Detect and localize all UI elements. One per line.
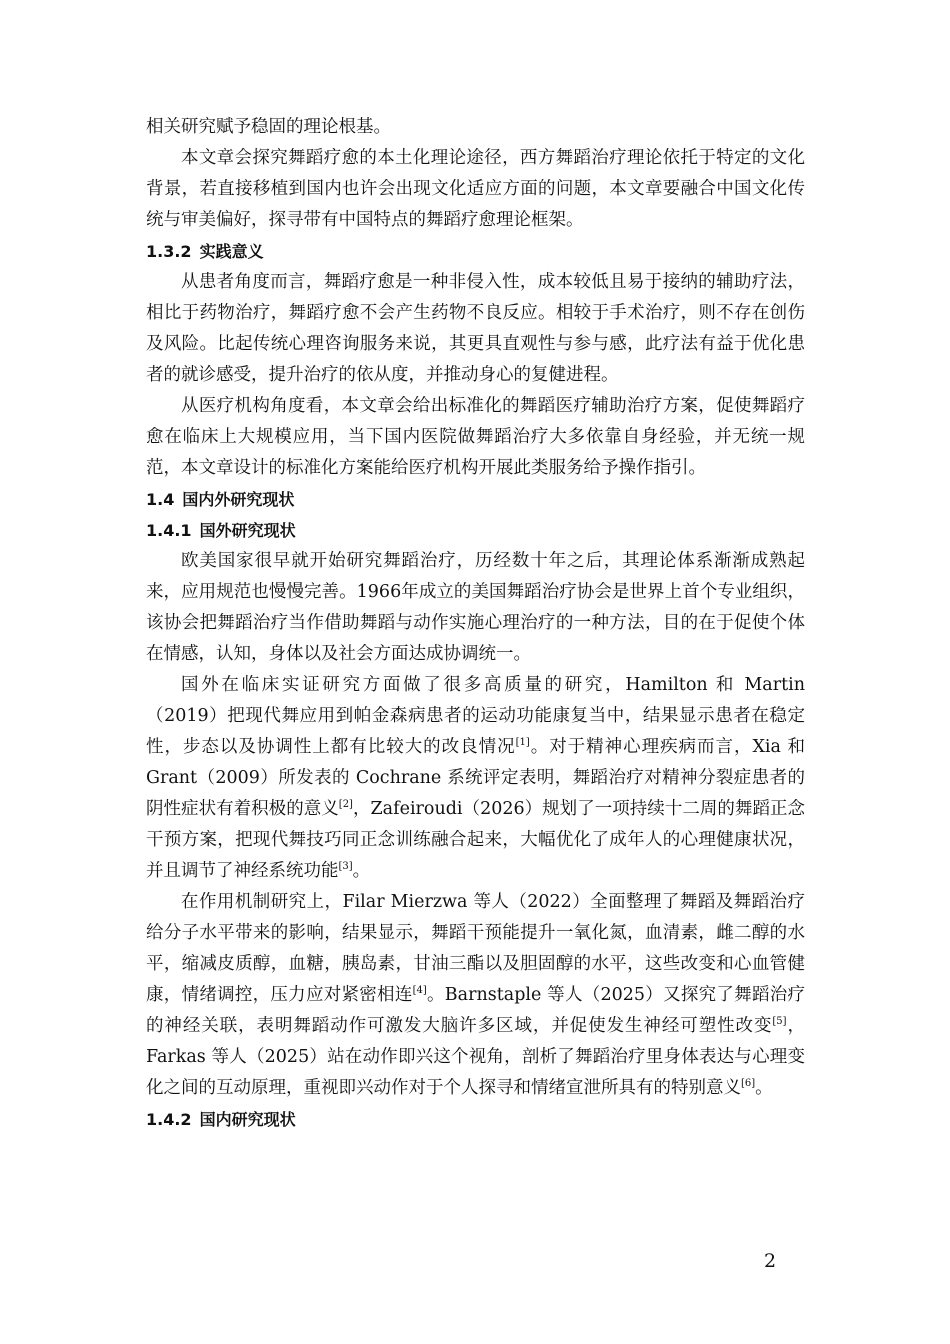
paragraph-institution-perspective: 从医疗机构角度看，本文章会给出标准化的舞蹈医疗辅助治疗方案，促使舞蹈疗愈在临床上大规模应用，当下国内医院做舞蹈治疗大多依靠自身经验，并无统一规范，本文章设计的标准化方案能给医疗机构开展此类服务给予操作指引。 <box>146 396 805 478</box>
section-number: 1.4.2 <box>146 1110 192 1129</box>
section-number: 1.4 <box>146 490 175 509</box>
text-segment: ，Zafeiroudi（2026）规划了一项持续十二周的舞蹈正念干预方案，把现代舞技巧同正念训练融合起来，大幅优化了成年人的心理健康状况，并且调节了神经系统功能 <box>146 799 806 881</box>
text-segment: 。 <box>352 861 371 881</box>
citation-ref: [4] <box>412 985 427 997</box>
text-segment: ，Farkas 等人（2025）站在动作即兴这个视角，剖析了舞蹈治疗里身体表达与心理变化之间的互动原理，重视即兴动作对于个人探寻和情绪宣泄所具有的特别意义 <box>146 1016 806 1098</box>
paragraph-theory-localization: 本文章会探究舞蹈疗愈的本土化理论途径，西方舞蹈治疗理论依托于特定的文化背景，若直接移植到国内也许会出现文化适应方面的问题，本文章要融合中国文化传统与审美偏好，探寻带有中国特点的舞蹈疗愈理论框架。 <box>146 148 805 230</box>
citation-ref: [1] <box>515 737 530 749</box>
section-title: 国内外研究现状 <box>182 490 295 509</box>
citation-ref: [2] <box>338 799 353 811</box>
section-heading-1-4-2 <box>146 1104 805 1135</box>
text-segment: 。 <box>755 1078 773 1098</box>
section-heading-1-4 <box>146 484 805 515</box>
document-body <box>146 112 805 1135</box>
section-heading-1-3-2 <box>146 236 805 267</box>
paragraph-continuation: 相关研究赋予稳固的理论根基。 <box>146 117 391 137</box>
section-title: 国内研究现状 <box>199 1110 296 1129</box>
paragraph-clinical-evidence <box>146 670 805 887</box>
paragraph-mechanism-research <box>146 887 805 1104</box>
citation-ref: [5] <box>772 1016 787 1028</box>
page-number: 2 <box>764 1250 777 1272</box>
section-heading-1-4-1 <box>146 515 805 546</box>
section-title: 实践意义 <box>199 242 264 261</box>
text-segment: 在作用机制研究上，Filar Mierzwa 等人（2022）全面整理了舞蹈及舞蹈治疗给分子水平带来的影响，结果显示，舞蹈干预能提升一氧化氮，血清素，雌二醇的水平，缩减皮质醇，血糖，胰岛素，甘油三酯以及胆固醇的水平，这些改变和心血管健康，情绪调控，压力应对紧密相连 <box>146 892 805 1005</box>
section-number: 1.4.1 <box>146 521 192 540</box>
section-title: 国外研究现状 <box>199 521 296 540</box>
text-segment: 国外在临床实证研究方面做了很多高质量的研究，Hamilton 和 Martin（2019）把现代舞应用到帕金森病患者的运动功能康复当中，结果显示患者在稳定性，步态以及协调性上都有比较大的改良情况 <box>146 675 805 757</box>
text-segment: 。Barnstaple 等人（2025）又探究了舞蹈治疗的神经关联，表明舞蹈动作可激发大脑许多区域，并促使发生神经可塑性改变 <box>146 985 805 1036</box>
paragraph-patient-perspective: 从患者角度而言，舞蹈疗愈是一种非侵入性，成本较低且易于接纳的辅助疗法，相比于药物治疗，舞蹈疗愈不会产生药物不良反应。相较于手术治疗，则不存在创伤及风险。比起传统心理咨询服务来说，其更具直观性与参与感，此疗法有益于优化患者的就诊感受，提升治疗的依从度，并推动身心的复健进程。 <box>146 272 805 385</box>
citation-ref: [6] <box>741 1078 756 1090</box>
section-number: 1.3.2 <box>146 242 192 261</box>
paragraph-foreign-history: 欧美国家很早就开始研究舞蹈治疗，历经数十年之后，其理论体系渐渐成熟起来，应用规范也慢慢完善。1966年成立的美国舞蹈治疗协会是世界上首个专业组织，该协会把舞蹈治疗当作借助舞蹈与动作实施心理治疗的一种方法，目的在于促使个体在情感，认知，身体以及社会方面达成协调统一。 <box>146 551 805 664</box>
citation-ref: [3] <box>338 861 353 873</box>
text-segment: 。对于精神心理疾病而言，Xia 和 Grant（2009）所发表的 Cochrane 系统评定表明，舞蹈治疗对精神分裂症患者的阴性症状有着积极的意义 <box>146 737 805 819</box>
